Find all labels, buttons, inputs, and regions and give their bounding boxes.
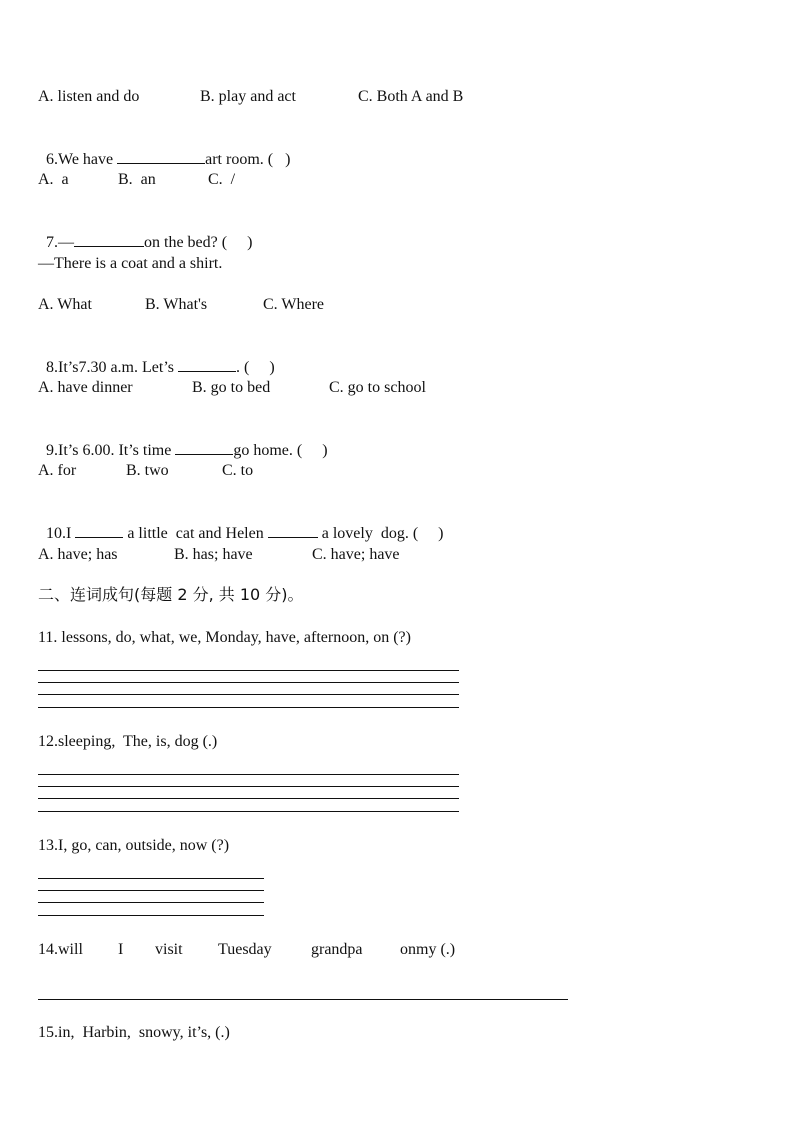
q9-option-c: C. to [222, 462, 254, 479]
question-15: 15.in, Harbin, snowy, it’s, (.) [38, 1024, 230, 1041]
q12-answer-line[interactable] [38, 774, 459, 775]
q9-text-after: go home. ( ) [233, 442, 328, 459]
q9-option-b: B. two [126, 462, 169, 479]
q14-word: 14.will [38, 941, 83, 958]
q12-answer-line[interactable] [38, 786, 459, 787]
q7-option-a: A. What [38, 296, 92, 313]
question-9 [38, 420, 328, 461]
q9-answer-blank[interactable] [175, 440, 233, 455]
q12-answer-line[interactable] [38, 798, 459, 799]
q14-word: visit [155, 941, 183, 958]
q6-option-a: A. a [38, 171, 69, 188]
q14-word: onmy (.) [400, 941, 456, 958]
q13-answer-line[interactable] [38, 902, 264, 903]
question-10 [38, 503, 443, 544]
question-12: 12.sleeping, The, is, dog (.) [38, 733, 218, 750]
q6-option-b: B. an [118, 171, 156, 188]
q5-option-b: B. play and act [200, 88, 296, 105]
q7-option-c: C. Where [263, 296, 325, 313]
q9-option-a: A. for [38, 462, 77, 479]
q11-answer-line[interactable] [38, 670, 459, 671]
q10-option-c: C. have; have [312, 546, 400, 563]
q10-text-after: a lovely dog. ( ) [317, 525, 444, 542]
q11-answer-line[interactable] [38, 694, 459, 695]
q13-answer-line[interactable] [38, 890, 264, 891]
q10-answer-blank-2[interactable] [268, 523, 318, 538]
q10-option-a: A. have; has [38, 546, 118, 563]
section-2-heading: 二、连词成句(每题 2 分, 共 10 分)。 [38, 585, 304, 604]
question-8 [38, 337, 275, 378]
q10-text-before: 10.I [46, 525, 76, 542]
q13-answer-line[interactable] [38, 915, 264, 916]
question-6 [38, 129, 290, 170]
q11-answer-line[interactable] [38, 682, 459, 683]
q10-answer-blank-1[interactable] [75, 523, 123, 538]
q7-text-after: on the bed? ( ) [144, 234, 253, 251]
q12-answer-line[interactable] [38, 811, 459, 812]
q5-option-a: A. listen and do [38, 88, 140, 105]
q7-option-b: B. What's [145, 296, 208, 313]
q7-answer-blank[interactable] [74, 232, 144, 247]
question-13: 13.I, go, can, outside, now (?) [38, 837, 230, 854]
q6-option-c: C. / [208, 171, 236, 188]
q10-text-middle: a little cat and Helen [123, 525, 268, 542]
q6-answer-blank[interactable] [117, 149, 205, 164]
q7-answer-line: —There is a coat and a shirt. [38, 255, 223, 272]
q8-option-a: A. have dinner [38, 379, 133, 396]
q10-option-b: B. has; have [174, 546, 253, 563]
q8-text-after: . ( ) [235, 359, 275, 376]
q6-text-before: 6.We have [46, 151, 118, 168]
q14-word: I [118, 941, 124, 958]
q9-text-before: 9.It’s 6.00. It’s time [46, 442, 176, 459]
q14-word: grandpa [311, 941, 363, 958]
q14-answer-line[interactable] [38, 999, 568, 1000]
q14-word: Tuesday [218, 941, 272, 958]
q8-text-before: 8.It’s7.30 a.m. Let’s [46, 359, 178, 376]
question-7 [38, 212, 252, 253]
q7-text-before: 7.— [46, 234, 74, 251]
q8-answer-blank[interactable] [178, 357, 236, 372]
q11-answer-line[interactable] [38, 707, 459, 708]
q13-answer-line[interactable] [38, 878, 264, 879]
question-11: 11. lessons, do, what, we, Monday, have, afternoon, on (?) [38, 629, 411, 646]
q5-option-c: C. Both A and B [358, 88, 464, 105]
q8-option-c: C. go to school [329, 379, 426, 396]
q6-text-after: art room. ( ) [205, 151, 291, 168]
q8-option-b: B. go to bed [192, 379, 271, 396]
